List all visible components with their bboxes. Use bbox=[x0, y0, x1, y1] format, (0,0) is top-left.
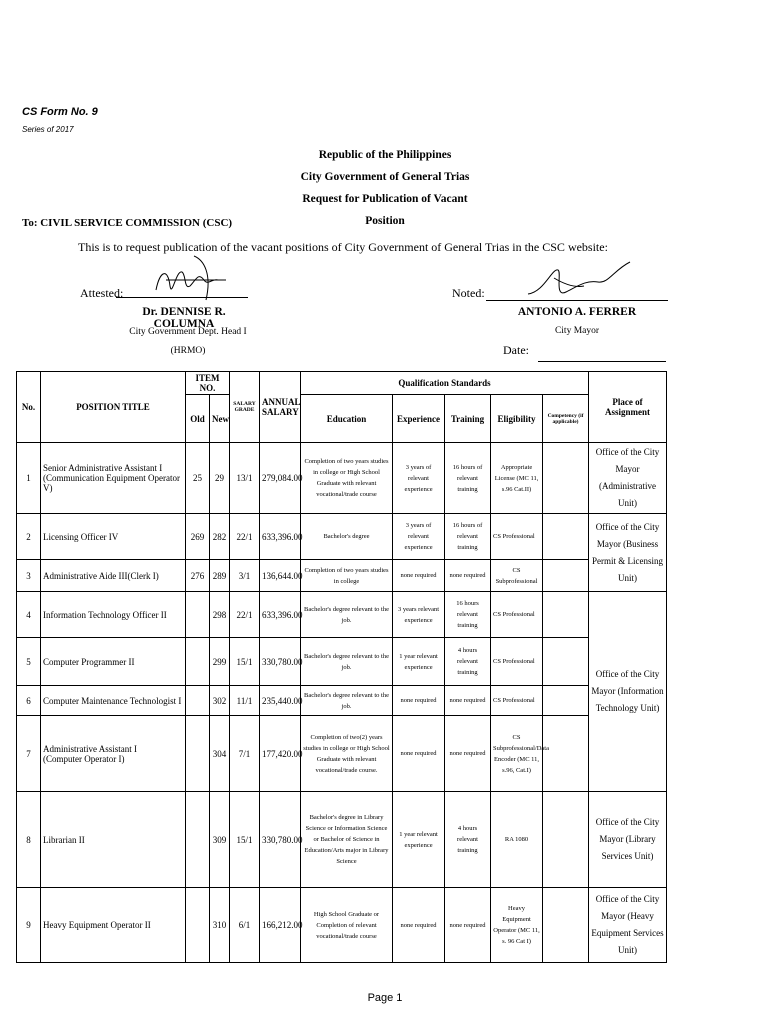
table-row bbox=[17, 592, 667, 638]
row-sg: 22/1 bbox=[230, 592, 260, 638]
row-experience: 3 years of relevant experience bbox=[393, 514, 445, 560]
col-competency: Competency (if applicable) bbox=[543, 395, 589, 443]
col-eligibility: Eligibility bbox=[491, 395, 543, 443]
row-experience: none required bbox=[393, 686, 445, 716]
date-label: Date: bbox=[503, 343, 529, 357]
row-salary: 235,440.00 bbox=[260, 686, 301, 716]
table-row bbox=[17, 716, 667, 792]
row-competency bbox=[543, 592, 589, 638]
row-place: Office of the City Mayor (Business Permit & Licensing Unit) bbox=[589, 514, 667, 592]
col-item-no: ITEM NO. bbox=[186, 372, 230, 395]
row-old bbox=[186, 592, 210, 638]
row-education: Bachelor's degree relevant to the job. bbox=[301, 592, 393, 638]
header-line-2: City Government of General Trias bbox=[300, 171, 470, 183]
row-sg: 6/1 bbox=[230, 888, 260, 963]
row-eligibility: CS Professional bbox=[491, 592, 543, 638]
row-title: Computer Maintenance Technologist I bbox=[41, 686, 186, 716]
table-row bbox=[17, 514, 667, 560]
table-row bbox=[17, 792, 667, 888]
row-competency bbox=[543, 686, 589, 716]
row-sg: 11/1 bbox=[230, 686, 260, 716]
row-title-line: Senior Administrative Assistant I bbox=[43, 463, 163, 473]
row-eligibility: CS Subprofessional bbox=[491, 560, 543, 592]
mayor-name: ANTONIO A. FERRER bbox=[517, 306, 637, 318]
row-competency bbox=[543, 514, 589, 560]
col-qualification-standards: Qualification Standards bbox=[301, 372, 589, 395]
row-title: Computer Programmer II bbox=[41, 638, 186, 686]
form-number: CS Form No. 9 bbox=[22, 106, 98, 118]
row-title: Librarian II bbox=[41, 792, 186, 888]
hrmo-title: City Government Dept. Head I bbox=[129, 327, 247, 337]
row-education: Completion of two years studies in college bbox=[301, 560, 393, 592]
col-position-title: POSITION TITLE bbox=[41, 372, 186, 443]
row-competency bbox=[543, 888, 589, 963]
row-sg: 3/1 bbox=[230, 560, 260, 592]
noted-signature-line bbox=[486, 300, 668, 301]
row-salary: 177,420.00 bbox=[260, 716, 301, 792]
row-old bbox=[186, 686, 210, 716]
page-number: Page 1 bbox=[367, 992, 403, 1004]
row-salary: 330,780.00 bbox=[260, 792, 301, 888]
row-eligibility: CS Subprofessional/Data Encoder (MC 11, s.96, Cat.I) bbox=[491, 716, 543, 792]
row-new: 289 bbox=[210, 560, 230, 592]
row-new: 309 bbox=[210, 792, 230, 888]
row-old bbox=[186, 638, 210, 686]
row-training: 16 hours relevant training bbox=[445, 592, 491, 638]
col-no: No. bbox=[17, 372, 41, 443]
row-education: Bachelor's degree relevant to the job. bbox=[301, 638, 393, 686]
row-sg: 15/1 bbox=[230, 792, 260, 888]
intro-text: This is to request publication of the vacant positions of City Government of General Trias in the CSC website: bbox=[78, 240, 608, 254]
row-place: Office of the City Mayor (Library Services Unit) bbox=[589, 792, 667, 888]
table-row bbox=[17, 560, 667, 592]
row-no: 1 bbox=[17, 443, 41, 514]
attested-signature-line bbox=[116, 297, 248, 298]
row-title: Information Technology Officer II bbox=[41, 592, 186, 638]
row-eligibility: CS Professional bbox=[491, 638, 543, 686]
row-experience: none required bbox=[393, 560, 445, 592]
row-education: High School Graduate or Completion of relevant vocational/trade course bbox=[301, 888, 393, 963]
col-training: Training bbox=[445, 395, 491, 443]
row-experience: none required bbox=[393, 888, 445, 963]
header-line-1: Republic of the Philippines bbox=[318, 149, 452, 161]
table-row bbox=[17, 888, 667, 963]
row-title-line: (Communication Equipment Operator V) bbox=[43, 473, 180, 493]
row-old: 269 bbox=[186, 514, 210, 560]
row-education: Completion of two years studies in college or High School Graduate with relevant vocational/trade course bbox=[301, 443, 393, 514]
row-competency bbox=[543, 716, 589, 792]
row-experience: none required bbox=[393, 716, 445, 792]
row-training: 16 hours of relevant training bbox=[445, 514, 491, 560]
row-no: 6 bbox=[17, 686, 41, 716]
row-title: Administrative Aide III(Clerk I) bbox=[41, 560, 186, 592]
row-training: 16 hours of relevant training bbox=[445, 443, 491, 514]
row-experience: 1 year relevant experience bbox=[393, 638, 445, 686]
row-eligibility: Heavy Equipment Operator (MC 11, s. 96 Cat I) bbox=[491, 888, 543, 963]
noted-label: Noted: bbox=[452, 286, 485, 300]
row-competency bbox=[543, 443, 589, 514]
attested-label: Attested: bbox=[80, 286, 124, 300]
row-sg: 22/1 bbox=[230, 514, 260, 560]
row-education: Bachelor's degree in Library Science or Information Science or Bachelor of Science in Education/Arts major in Library Science bbox=[301, 792, 393, 888]
row-title: Heavy Equipment Operator II bbox=[41, 888, 186, 963]
col-education: Education bbox=[301, 395, 393, 443]
row-no: 8 bbox=[17, 792, 41, 888]
col-new: New bbox=[210, 395, 230, 443]
date-line bbox=[538, 361, 666, 362]
form-series: Series of 2017 bbox=[22, 125, 74, 134]
row-no: 3 bbox=[17, 560, 41, 592]
row-new: 299 bbox=[210, 638, 230, 686]
col-old: Old bbox=[186, 395, 210, 443]
row-no: 9 bbox=[17, 888, 41, 963]
row-new: 29 bbox=[210, 443, 230, 514]
row-competency bbox=[543, 638, 589, 686]
row-education: Bachelor's degree bbox=[301, 514, 393, 560]
row-training: 4 hours relevant training bbox=[445, 638, 491, 686]
row-education: Completion of two(2) years studies in college or High School Graduate with relevant vocational/trade course. bbox=[301, 716, 393, 792]
row-new: 310 bbox=[210, 888, 230, 963]
row-competency bbox=[543, 792, 589, 888]
row-title bbox=[41, 443, 186, 514]
row-no: 5 bbox=[17, 638, 41, 686]
row-salary: 633,396.00 bbox=[260, 514, 301, 560]
row-place: Office of the City Mayor (Heavy Equipment Services Unit) bbox=[589, 888, 667, 963]
hrmo-name: Dr. DENNISE R. COLUMNA bbox=[142, 306, 226, 330]
row-no: 2 bbox=[17, 514, 41, 560]
row-old bbox=[186, 792, 210, 888]
header-line-4: Position bbox=[365, 215, 405, 227]
row-title: Licensing Officer IV bbox=[41, 514, 186, 560]
row-salary: 279,084.00 bbox=[260, 443, 301, 514]
row-title-line: Administrative Assistant I bbox=[43, 743, 137, 754]
row-eligibility: CS Professional bbox=[491, 514, 543, 560]
row-training: none required bbox=[445, 716, 491, 792]
addressee: To: CIVIL SERVICE COMMISSION (CSC) bbox=[22, 217, 233, 229]
mayor-title: City Mayor bbox=[554, 326, 600, 336]
row-new: 298 bbox=[210, 592, 230, 638]
row-experience: 3 years relevant experience bbox=[393, 592, 445, 638]
row-experience: 3 years of relevant experience bbox=[393, 443, 445, 514]
row-eligibility: Appropriate License (MC 11, s.96 Cat.II) bbox=[491, 443, 543, 514]
document-header bbox=[220, 144, 550, 232]
row-place: Office of the City Mayor (Information Technology Unit) bbox=[589, 592, 667, 792]
row-new: 282 bbox=[210, 514, 230, 560]
table-row bbox=[17, 638, 667, 686]
row-old: 25 bbox=[186, 443, 210, 514]
row-old: 276 bbox=[186, 560, 210, 592]
row-salary: 166,212.00 bbox=[260, 888, 301, 963]
row-sg: 7/1 bbox=[230, 716, 260, 792]
row-new: 304 bbox=[210, 716, 230, 792]
row-salary: 136,644.00 bbox=[260, 560, 301, 592]
row-experience: 1 year relevant experience bbox=[393, 792, 445, 888]
row-no: 4 bbox=[17, 592, 41, 638]
vacant-positions-table bbox=[16, 371, 667, 963]
row-training: none required bbox=[445, 888, 491, 963]
row-salary: 633,396.00 bbox=[260, 592, 301, 638]
row-training: none required bbox=[445, 560, 491, 592]
col-salary-grade: SALARY GRADE bbox=[230, 372, 260, 443]
row-competency bbox=[543, 560, 589, 592]
hrmo-office: (HRMO) bbox=[170, 346, 206, 356]
row-training: 4 hours relevant training bbox=[445, 792, 491, 888]
table-row bbox=[17, 686, 667, 716]
row-sg: 13/1 bbox=[230, 443, 260, 514]
col-place-of-assignment: Place of Assignment bbox=[589, 372, 667, 443]
row-old bbox=[186, 888, 210, 963]
row-new: 302 bbox=[210, 686, 230, 716]
row-education: Bachelor's degree relevant to the job. bbox=[301, 686, 393, 716]
row-title-line: (Computer Operator I) bbox=[43, 753, 125, 764]
table-row bbox=[17, 443, 667, 514]
row-old bbox=[186, 716, 210, 792]
header-line-3: Request for Publication of Vacant bbox=[302, 193, 468, 205]
row-eligibility: RA 1080 bbox=[491, 792, 543, 888]
row-salary: 330,780.00 bbox=[260, 638, 301, 686]
row-sg: 15/1 bbox=[230, 638, 260, 686]
row-training: none required bbox=[445, 686, 491, 716]
row-no: 7 bbox=[17, 716, 41, 792]
col-experience: Experience bbox=[393, 395, 445, 443]
col-annual-salary: ANNUAL SALARY bbox=[260, 372, 301, 443]
row-eligibility: CS Professional bbox=[491, 686, 543, 716]
row-title bbox=[41, 716, 186, 792]
row-place: Office of the City Mayor (Administrative Unit) bbox=[589, 443, 667, 514]
